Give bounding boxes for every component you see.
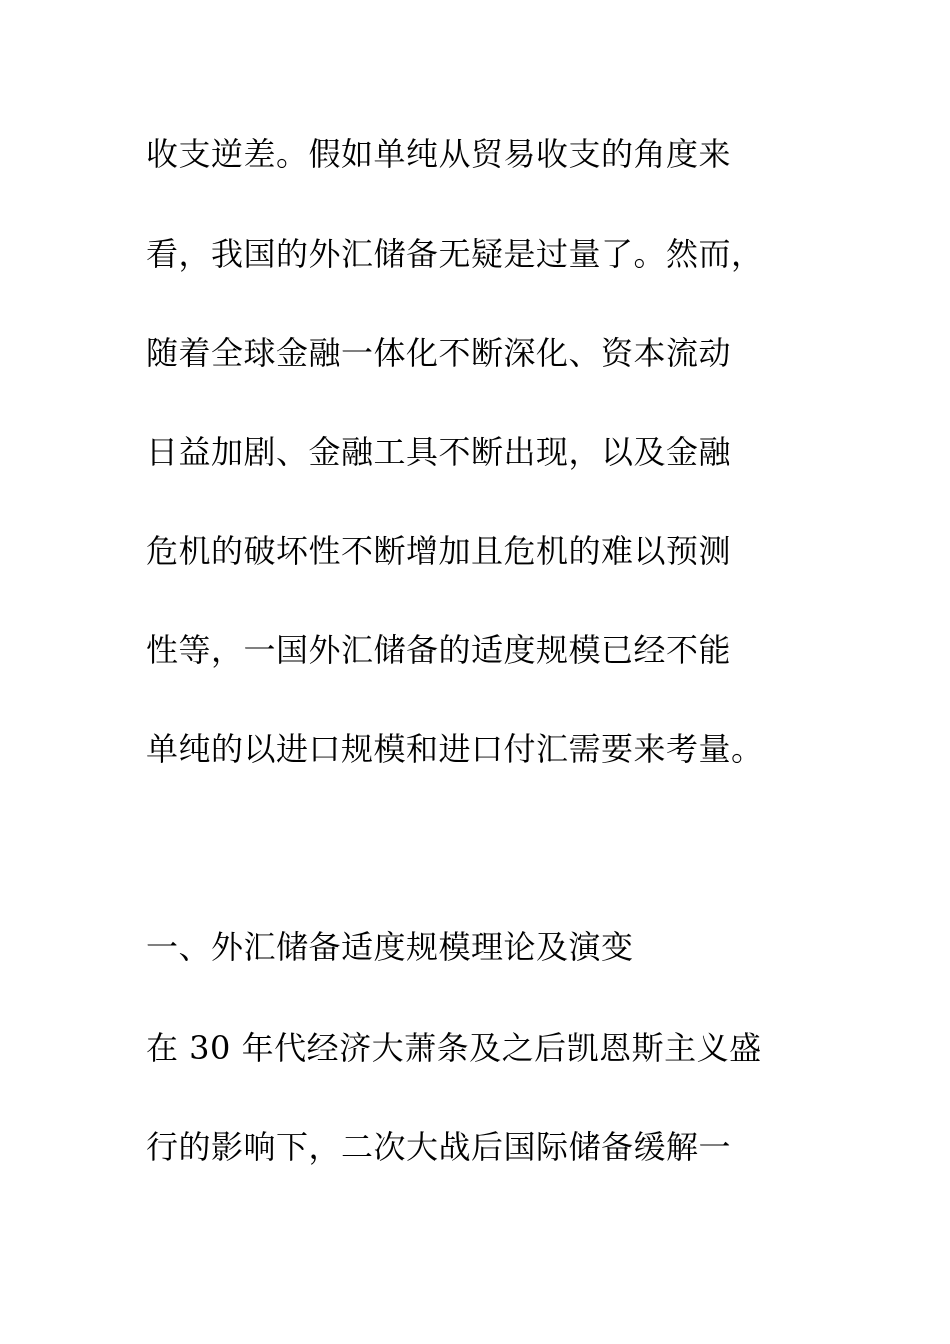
section-heading: 一、外汇储备适度规模理论及演变	[146, 928, 634, 966]
paragraph-line: 单纯的以进口规模和进口付汇需要来考量。	[146, 730, 764, 768]
paragraph-line: 危机的破坏性不断增加且危机的难以预测	[146, 532, 732, 570]
paragraph-line: 行的影响下，二次大战后国际储备缓解一	[146, 1128, 732, 1166]
paragraph-line: 看，我国的外汇储备无疑是过量了。然而，	[146, 235, 764, 273]
paragraph-line: 在 30 年代经济大萧条及之后凯恩斯主义盛	[146, 1029, 762, 1067]
paragraph-line: 收支逆差。假如单纯从贸易收支的角度来	[146, 135, 732, 173]
paragraph-line: 随着全球金融一体化不断深化、资本流动	[146, 334, 732, 372]
paragraph-line: 日益加剧、金融工具不断出现，以及金融	[146, 433, 732, 471]
paragraph-line: 性等，一国外汇储备的适度规模已经不能	[146, 631, 732, 669]
